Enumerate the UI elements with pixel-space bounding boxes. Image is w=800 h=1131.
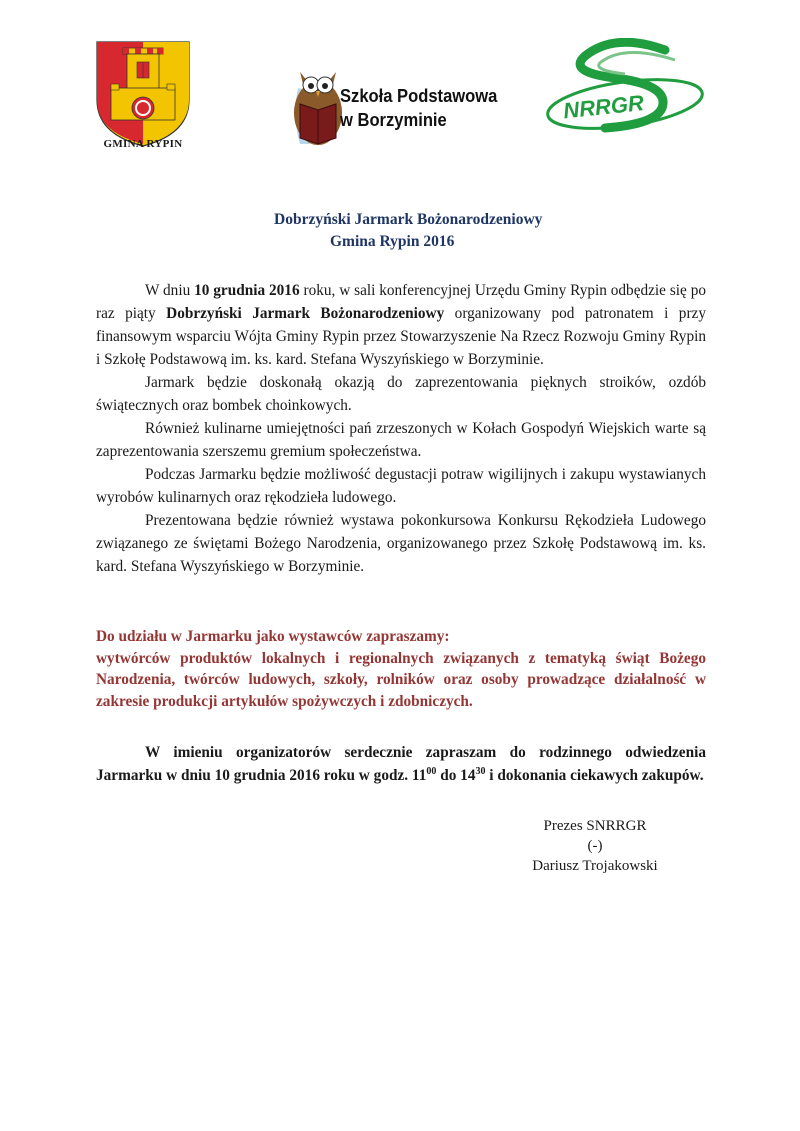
owl-icon <box>294 72 342 145</box>
p1-text-b: roku, w sali konferencyjnej Urzędu Gminy Rypin odbędzie się po raz piąty <box>96 282 706 322</box>
paragraph-1 <box>96 279 706 371</box>
signature-mark: (-) <box>587 838 603 854</box>
paragraph-2: Jarmark będzie doskonałą okazją do zaprezentowania pięknych stroików, ozdób świątecznych oraz bombek choinkowych. <box>96 374 706 414</box>
snrrgr-logo <box>545 38 705 138</box>
title-line2: Gmina Rypin 2016 <box>330 233 455 250</box>
invite-text-a: W imieniu organizatorów serdecznie zapraszam do rodzinnego odwiedzenia Jarmarku w dniu 10 grudnia 2016 roku w godz. 11 <box>96 744 706 785</box>
exhibitors-list: wytwórców produktów lokalnych i regionalnych związanych z tematyką świąt Bożego Narodzenia, twórców ludowych, szkoły, rolników oraz osoby prowadzące działalność w zakresie produkcji artykułów spożywczych i zdobniczych. <box>96 649 706 710</box>
gmina-rypin-crest-logo <box>93 38 193 150</box>
event-name: Dobrzyński Jarmark Bożonarodzeniowy <box>166 305 445 322</box>
exhibitors-section <box>96 626 706 712</box>
signature-name: Dariusz Trojakowski <box>532 858 658 874</box>
p1-text-c: organizowany pod patronatem i przy finansowym wsparciu Wójta Gminy Rypin przez Stowarzyszenie Na Rzecz Rozwoju Gminy Rypin i Szkołę Podstawową im. ks. kard. Stefana Wyszyńskiego w Borzyminie. <box>96 305 706 368</box>
paragraph-4: Podczas Jarmarku będzie możliwość degustacji potraw wigilijnych i zakupu wystawianych wyrobów kulinarnych oraz rękodzieła ludowego. <box>96 466 706 506</box>
crest-caption: GMINA RYPIN <box>103 138 183 150</box>
invite-text-b: do 14 <box>436 767 476 785</box>
event-date: 10 grudnia 2016 <box>194 282 300 299</box>
paragraph-3: Również kulinarne umiejętności pań zrzeszonych w Kołach Gospodyń Wiejskich warte są zaprezentowania szerszemu gremium społeczeństwa. <box>96 420 706 460</box>
invite-text-c: i dokonania ciekawych zakupów. <box>485 767 704 785</box>
wreath-icon <box>132 97 154 119</box>
school-name-line1: Szkoła Podstawowa <box>340 86 498 106</box>
school-name-line2: w Borzyminie <box>340 110 447 130</box>
signature-block <box>510 816 680 876</box>
invitation-paragraph <box>96 741 706 787</box>
document-body <box>96 279 706 578</box>
p1-text-a: W dniu <box>145 282 195 299</box>
nrrgr-logo-text: NRRGR <box>562 90 645 124</box>
paragraph-5: Prezentowana będzie również wystawa pokonkursowa Konkursu Rękodzieła Ludowego związanego ze świętami Bożego Narodzenia, organizowanego przez Szkołę Podstawową im. ks. kard. Stefana Wyszyńskiego w Borzyminie. <box>96 512 706 575</box>
start-time-minutes: 00 <box>426 766 437 778</box>
signature-role: Prezes SNRRGR <box>543 818 647 834</box>
title-line1: Dobrzyński Jarmark Bożonarodzeniowy <box>274 211 543 228</box>
exhibitors-intro: Do udziału w Jarmarku jako wystawców zapraszamy: <box>96 628 450 645</box>
school-name <box>340 84 497 132</box>
end-time-minutes: 30 <box>475 766 486 778</box>
